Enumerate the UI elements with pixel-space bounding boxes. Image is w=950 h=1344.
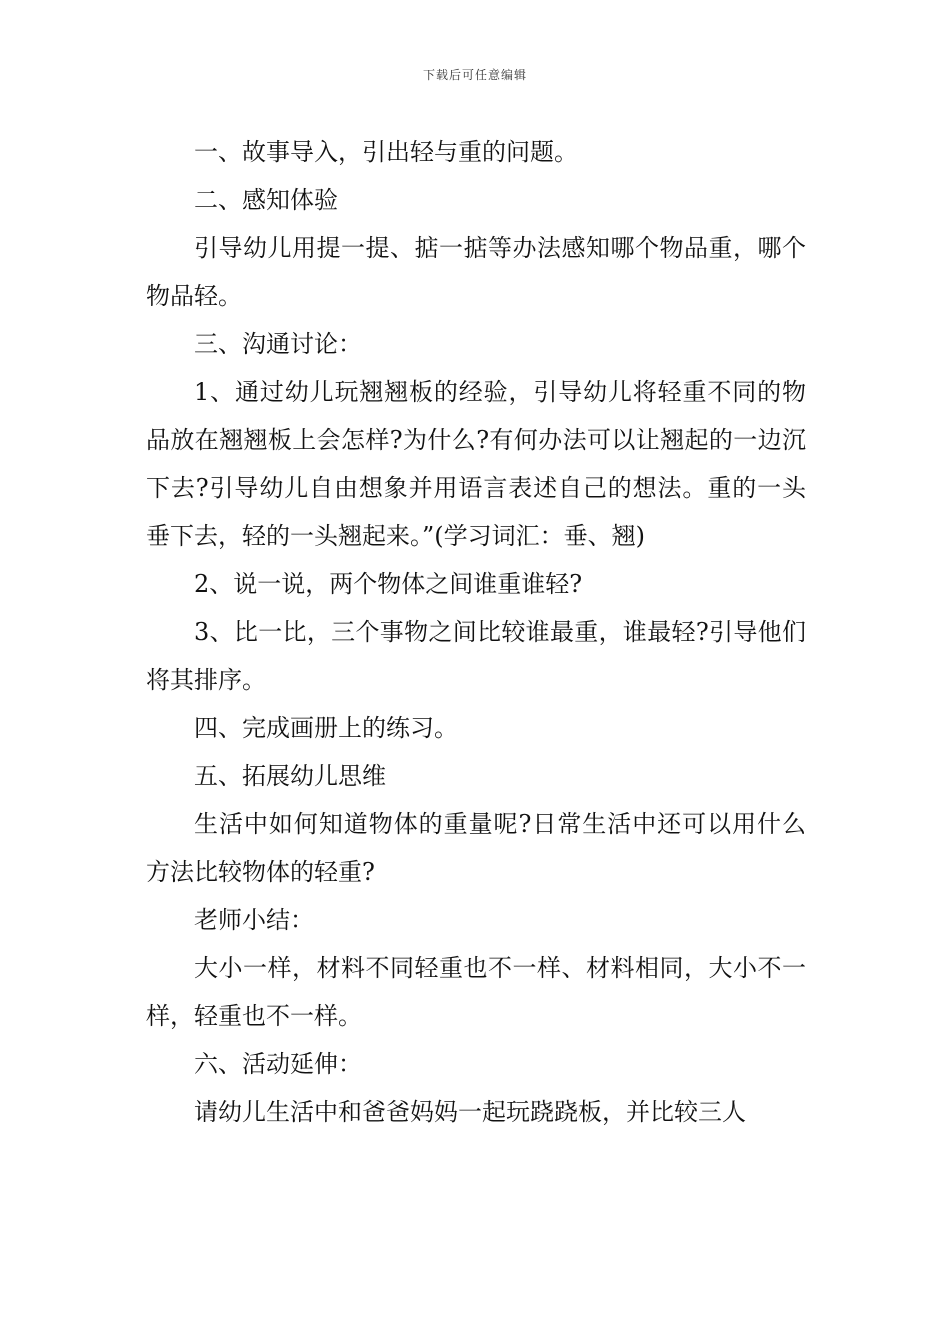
paragraph-discussion-1: 1、通过幼儿玩翘翘板的经验，引导幼儿将轻重不同的物品放在翘翘板上会怎样?为什么?有何办法可以让翘起的一边沉下去?引导幼儿自由想象并用语言表述自己的想法。重的一头垂下去，轻的一头翘起来。”(学习词汇：垂、翘): [146, 378, 806, 550]
document-body: [146, 128, 806, 1136]
page-header: 下载后可任意编辑: [422, 68, 527, 82]
section-heading-exercise: 四、完成画册上的练习。: [194, 714, 458, 742]
section-heading-discussion: 三、沟通讨论：: [194, 330, 362, 358]
paragraph-activity-extension: 请幼儿生活中和爸爸妈妈一起玩跷跷板，并比较三人: [194, 1098, 746, 1126]
teacher-summary-label: 老师小结：: [194, 906, 314, 934]
section-heading-extension-thinking: 五、拓展幼儿思维: [194, 762, 386, 790]
paragraph-discussion-2: 2、说一说，两个物体之间谁重谁轻?: [194, 570, 583, 598]
paragraph-discussion-3: 3、比一比，三个事物之间比较谁最重，谁最轻?引导他们将其排序。: [146, 618, 806, 694]
section-heading-activity-extension: 六、活动延伸：: [194, 1050, 362, 1078]
section-heading-intro: 一、故事导入，引出轻与重的问题。: [194, 138, 578, 166]
paragraph-summary: 大小一样，材料不同轻重也不一样、材料相同，大小不一样，轻重也不一样。: [146, 954, 806, 1030]
section-heading-experience: 二、感知体验: [194, 186, 338, 214]
paragraph-thinking: 生活中如何知道物体的重量呢?日常生活中还可以用什么方法比较物体的轻重?: [146, 810, 806, 886]
paragraph-experience: 引导幼儿用提一提、掂一掂等办法感知哪个物品重，哪个物品轻。: [146, 234, 806, 310]
